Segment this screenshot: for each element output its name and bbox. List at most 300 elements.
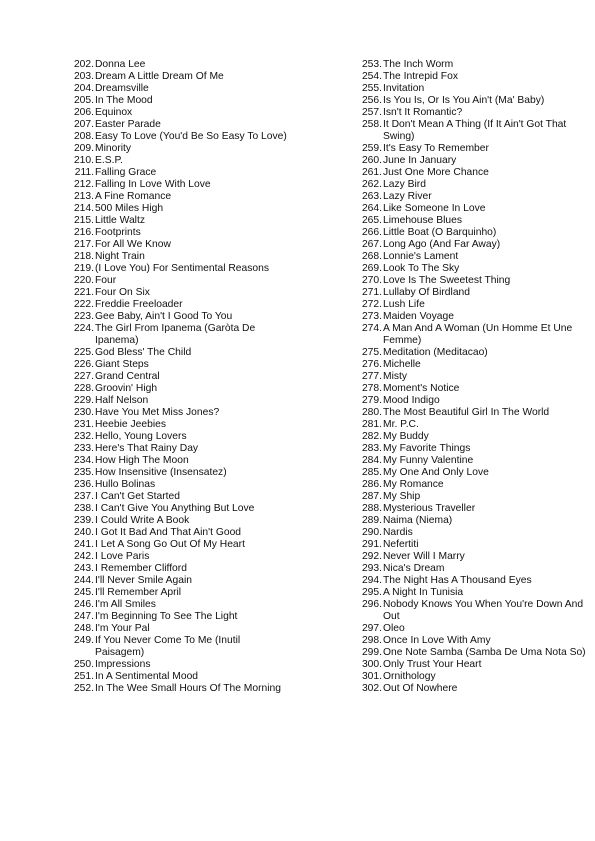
list-item bbox=[354, 371, 589, 383]
item-number: 272. bbox=[361, 299, 382, 310]
item-number: 274. bbox=[361, 323, 382, 334]
item-number: 269. bbox=[361, 263, 382, 274]
song-title: I Let A Song Go Out Of My Heart bbox=[95, 539, 245, 550]
item-number: 286. bbox=[361, 479, 382, 490]
item-number: 279. bbox=[361, 395, 382, 406]
list-item bbox=[354, 491, 589, 503]
item-number: 240. bbox=[73, 527, 94, 538]
list-item bbox=[354, 155, 589, 167]
list-item bbox=[354, 467, 589, 479]
song-title: The Girl From Ipanema (Garòta De Ipanema) bbox=[95, 323, 256, 346]
song-title: A Man And A Woman (Un Homme Et Une Femme) bbox=[383, 323, 573, 346]
list-item bbox=[354, 455, 589, 467]
song-title: Never Will I Marry bbox=[383, 551, 465, 562]
item-number: 214. bbox=[73, 203, 94, 214]
song-title: It's Easy To Remember bbox=[383, 143, 489, 154]
song-title: I Can't Get Started bbox=[95, 491, 180, 502]
list-item bbox=[66, 131, 288, 143]
item-number: 288. bbox=[361, 503, 382, 514]
list-item bbox=[66, 455, 288, 467]
list-item bbox=[66, 191, 288, 203]
item-number: 284. bbox=[361, 455, 382, 466]
item-number: 294. bbox=[361, 575, 382, 586]
list-item bbox=[354, 167, 589, 179]
list-item bbox=[354, 59, 589, 71]
song-title: Nardis bbox=[383, 527, 413, 538]
song-title: Freddie Freeloader bbox=[95, 299, 183, 310]
list-item bbox=[66, 251, 288, 263]
song-title: Look To The Sky bbox=[383, 263, 460, 274]
item-number: 271. bbox=[361, 287, 382, 298]
list-item bbox=[354, 587, 589, 599]
item-number: 233. bbox=[73, 443, 94, 454]
item-number: 206. bbox=[73, 107, 94, 118]
list-item bbox=[66, 227, 288, 239]
item-number: 229. bbox=[73, 395, 94, 406]
item-number: 231. bbox=[73, 419, 94, 430]
list-item bbox=[66, 599, 288, 611]
item-number: 283. bbox=[361, 443, 382, 454]
item-number: 224. bbox=[73, 323, 94, 334]
item-number: 239. bbox=[73, 515, 94, 526]
song-title: The Inch Worm bbox=[383, 59, 454, 70]
item-number: 296. bbox=[361, 599, 382, 610]
item-number: 236. bbox=[73, 479, 94, 490]
item-number: 247. bbox=[73, 611, 94, 622]
list-item bbox=[354, 323, 589, 347]
list-item bbox=[354, 551, 589, 563]
item-number: 225. bbox=[73, 347, 94, 358]
song-title: Hello, Young Lovers bbox=[95, 431, 187, 442]
list-item bbox=[354, 107, 589, 119]
item-number: 295. bbox=[361, 587, 382, 598]
list-item bbox=[66, 311, 288, 323]
item-number: 252. bbox=[73, 683, 94, 694]
song-title: I'm Your Pal bbox=[95, 623, 150, 634]
item-number: 290. bbox=[361, 527, 382, 538]
song-title: The Night Has A Thousand Eyes bbox=[383, 575, 532, 586]
song-title: Limehouse Blues bbox=[383, 215, 462, 226]
song-title: (I Love You) For Sentimental Reasons bbox=[95, 263, 270, 274]
list-item bbox=[66, 575, 288, 587]
list-item bbox=[66, 527, 288, 539]
item-number: 256. bbox=[361, 95, 382, 106]
list-item bbox=[354, 179, 589, 191]
item-number: 202. bbox=[73, 59, 94, 70]
list-item bbox=[66, 95, 288, 107]
list-item bbox=[66, 479, 288, 491]
list-item bbox=[354, 563, 589, 575]
list-item bbox=[66, 119, 288, 131]
list-item bbox=[66, 443, 288, 455]
item-number: 210. bbox=[73, 155, 94, 166]
song-title: Michelle bbox=[383, 359, 421, 370]
song-title: Lonnie's Lament bbox=[383, 251, 459, 262]
list-item bbox=[354, 515, 589, 527]
song-title: Groovin' High bbox=[95, 383, 158, 394]
song-title: 500 Miles High bbox=[95, 203, 164, 214]
item-number: 234. bbox=[73, 455, 94, 466]
item-number: 243. bbox=[73, 563, 94, 574]
song-title: Nobody Knows You When You're Down And Out bbox=[383, 599, 584, 622]
item-number: 287. bbox=[361, 491, 382, 502]
song-title: Falling Grace bbox=[95, 167, 157, 178]
item-number: 291. bbox=[361, 539, 382, 550]
list-item bbox=[66, 467, 288, 479]
song-title: Dreamsville bbox=[95, 83, 149, 94]
list-item bbox=[354, 539, 589, 551]
item-number: 254. bbox=[361, 71, 382, 82]
item-number: 228. bbox=[73, 383, 94, 394]
song-title: Four On Six bbox=[95, 287, 150, 298]
song-title: Moment's Notice bbox=[383, 383, 460, 394]
list-item bbox=[66, 143, 288, 155]
list-item bbox=[354, 659, 589, 671]
song-title: Four bbox=[95, 275, 117, 286]
song-title: Easy To Love (You'd Be So Easy To Love) bbox=[95, 131, 287, 142]
song-title: Heebie Jeebies bbox=[95, 419, 166, 430]
song-title: Mood Indigo bbox=[383, 395, 440, 406]
list-item bbox=[66, 167, 288, 179]
item-number: 217. bbox=[73, 239, 94, 250]
list-item bbox=[66, 491, 288, 503]
list-item bbox=[354, 443, 589, 455]
song-title: How High The Moon bbox=[95, 455, 189, 466]
list-item bbox=[354, 191, 589, 203]
list-item bbox=[354, 143, 589, 155]
song-title: God Bless' The Child bbox=[95, 347, 192, 358]
list-item bbox=[66, 551, 288, 563]
item-number: 302. bbox=[361, 683, 382, 694]
item-number: 216. bbox=[73, 227, 94, 238]
list-item bbox=[354, 215, 589, 227]
item-number: 246. bbox=[73, 599, 94, 610]
list-item bbox=[354, 359, 589, 371]
song-title: I Can't Give You Anything But Love bbox=[95, 503, 255, 514]
song-title: I Love Paris bbox=[95, 551, 150, 562]
item-number: 257. bbox=[361, 107, 382, 118]
item-number: 227. bbox=[73, 371, 94, 382]
list-item bbox=[66, 515, 288, 527]
item-number: 211. bbox=[74, 167, 94, 178]
item-number: 265. bbox=[361, 215, 382, 226]
list-item bbox=[354, 623, 589, 635]
list-item bbox=[354, 83, 589, 95]
list-item bbox=[354, 431, 589, 443]
item-number: 212. bbox=[73, 179, 94, 190]
song-title: My Funny Valentine bbox=[383, 455, 474, 466]
list-item bbox=[354, 671, 589, 683]
song-title: Meditation (Meditacao) bbox=[383, 347, 488, 358]
item-number: 208. bbox=[73, 131, 94, 142]
item-number: 213. bbox=[73, 191, 94, 202]
list-item bbox=[354, 203, 589, 215]
song-title: I Remember Clifford bbox=[95, 563, 187, 574]
item-number: 226. bbox=[73, 359, 94, 370]
item-number: 203. bbox=[73, 71, 94, 82]
song-title: My Buddy bbox=[383, 431, 429, 442]
item-number: 276. bbox=[361, 359, 382, 370]
list-item bbox=[354, 119, 589, 143]
item-number: 292. bbox=[361, 551, 382, 562]
song-title: A Fine Romance bbox=[95, 191, 172, 202]
list-item bbox=[354, 95, 589, 107]
song-title: Grand Central bbox=[95, 371, 160, 382]
list-item bbox=[66, 563, 288, 575]
list-item bbox=[66, 683, 288, 695]
list-item bbox=[66, 431, 288, 443]
list-item bbox=[354, 287, 589, 299]
song-title: Easter Parade bbox=[95, 119, 161, 130]
item-number: 204. bbox=[73, 83, 94, 94]
item-number: 263. bbox=[361, 191, 382, 202]
list-item bbox=[66, 203, 288, 215]
item-number: 261. bbox=[361, 167, 382, 178]
song-title: Out Of Nowhere bbox=[383, 683, 458, 694]
song-title: June In January bbox=[383, 155, 457, 166]
song-title: Isn't It Romantic? bbox=[383, 107, 463, 118]
item-number: 255. bbox=[361, 83, 382, 94]
list-item bbox=[66, 659, 288, 671]
item-number: 277. bbox=[361, 371, 382, 382]
item-number: 268. bbox=[361, 251, 382, 262]
item-number: 207. bbox=[73, 119, 94, 130]
list-item bbox=[66, 395, 288, 407]
item-number: 251. bbox=[73, 671, 94, 682]
item-number: 222. bbox=[73, 299, 94, 310]
item-number: 258. bbox=[361, 119, 382, 130]
song-title: Gee Baby, Ain't I Good To You bbox=[95, 311, 233, 322]
list-item bbox=[354, 575, 589, 587]
item-number: 237. bbox=[73, 491, 94, 502]
item-number: 250. bbox=[73, 659, 94, 670]
item-number: 301. bbox=[361, 671, 382, 682]
list-item bbox=[66, 59, 288, 71]
list-item bbox=[66, 299, 288, 311]
song-title: I'm All Smiles bbox=[95, 599, 156, 610]
list-item bbox=[66, 635, 288, 659]
list-item bbox=[66, 503, 288, 515]
song-title: Night Train bbox=[95, 251, 145, 262]
song-title: Hullo Bolinas bbox=[95, 479, 156, 490]
song-title: Once In Love With Amy bbox=[383, 635, 491, 646]
item-number: 297. bbox=[361, 623, 382, 634]
song-title: Footprints bbox=[95, 227, 141, 238]
song-title: My Favorite Things bbox=[383, 443, 471, 454]
item-number: 260. bbox=[361, 155, 382, 166]
list-item bbox=[354, 239, 589, 251]
list-item bbox=[66, 383, 288, 395]
item-number: 300. bbox=[361, 659, 382, 670]
item-number: 244. bbox=[73, 575, 94, 586]
list-item bbox=[66, 347, 288, 359]
song-title: The Most Beautiful Girl In The World bbox=[383, 407, 550, 418]
list-item bbox=[354, 407, 589, 419]
list-item bbox=[66, 263, 288, 275]
song-title: Mysterious Traveller bbox=[383, 503, 476, 514]
item-number: 289. bbox=[361, 515, 382, 526]
list-item bbox=[354, 347, 589, 359]
song-title: Oleo bbox=[383, 623, 405, 634]
song-title: Nica's Dream bbox=[383, 563, 445, 574]
song-title: If You Never Come To Me (Inutil Paisagem) bbox=[95, 635, 241, 658]
right-column bbox=[354, 59, 589, 695]
list-item bbox=[66, 275, 288, 287]
list-item bbox=[354, 683, 589, 695]
list-item bbox=[66, 671, 288, 683]
list-item bbox=[354, 479, 589, 491]
item-number: 249. bbox=[73, 635, 94, 646]
list-item bbox=[66, 107, 288, 119]
item-number: 293. bbox=[361, 563, 382, 574]
song-title: I Could Write A Book bbox=[95, 515, 190, 526]
song-title: Love Is The Sweetest Thing bbox=[383, 275, 511, 286]
list-item bbox=[354, 71, 589, 83]
song-title: Impressions bbox=[95, 659, 151, 670]
item-number: 232. bbox=[73, 431, 94, 442]
item-number: 238. bbox=[73, 503, 94, 514]
song-title: Little Waltz bbox=[95, 215, 145, 226]
list-item bbox=[354, 383, 589, 395]
item-number: 221. bbox=[73, 287, 94, 298]
item-number: 245. bbox=[73, 587, 94, 598]
song-title: Lazy Bird bbox=[383, 179, 426, 190]
song-title: I Got It Bad And That Ain't Good bbox=[95, 527, 242, 538]
song-title: Lush Life bbox=[383, 299, 425, 310]
song-title: Ornithology bbox=[383, 671, 436, 682]
item-number: 259. bbox=[361, 143, 382, 154]
item-number: 299. bbox=[361, 647, 382, 658]
list-item bbox=[66, 359, 288, 371]
list-item bbox=[354, 227, 589, 239]
song-list-right bbox=[354, 59, 589, 695]
song-title: Mr. P.C. bbox=[383, 419, 419, 430]
item-number: 264. bbox=[361, 203, 382, 214]
song-title: E.S.P. bbox=[95, 155, 123, 166]
song-title: In A Sentimental Mood bbox=[95, 671, 199, 682]
song-title: Long Ago (And Far Away) bbox=[383, 239, 501, 250]
song-title: Invitation bbox=[383, 83, 425, 94]
item-number: 298. bbox=[361, 635, 382, 646]
item-number: 209. bbox=[73, 143, 94, 154]
song-title: Only Trust Your Heart bbox=[383, 659, 482, 670]
list-item bbox=[66, 323, 288, 347]
list-item bbox=[66, 71, 288, 83]
item-number: 205. bbox=[73, 95, 94, 106]
item-number: 241. bbox=[73, 539, 94, 550]
list-item bbox=[354, 419, 589, 431]
item-number: 278. bbox=[361, 383, 382, 394]
song-title: Dream A Little Dream Of Me bbox=[95, 71, 224, 82]
list-item bbox=[354, 635, 589, 647]
item-number: 219. bbox=[73, 263, 94, 274]
item-number: 218. bbox=[73, 251, 94, 262]
list-item bbox=[66, 287, 288, 299]
song-title: Just One More Chance bbox=[383, 167, 489, 178]
list-item bbox=[66, 83, 288, 95]
song-title: In The Mood bbox=[95, 95, 153, 106]
song-title: One Note Samba (Samba De Uma Nota So) bbox=[383, 647, 586, 658]
left-column bbox=[66, 59, 288, 695]
song-title: Equinox bbox=[95, 107, 133, 118]
item-number: 285. bbox=[361, 467, 382, 478]
list-item bbox=[354, 311, 589, 323]
song-title: Is You Is, Or Is You Ain't (Ma' Baby) bbox=[383, 95, 545, 106]
song-title: Half Nelson bbox=[95, 395, 149, 406]
item-number: 262. bbox=[361, 179, 382, 190]
list-item bbox=[66, 623, 288, 635]
song-title: Naima (Niema) bbox=[383, 515, 453, 526]
item-number: 282. bbox=[361, 431, 382, 442]
item-number: 275. bbox=[361, 347, 382, 358]
song-title: Lazy River bbox=[383, 191, 432, 202]
item-number: 248. bbox=[73, 623, 94, 634]
song-title: In The Wee Small Hours Of The Morning bbox=[95, 683, 281, 694]
item-number: 281. bbox=[361, 419, 382, 430]
list-item bbox=[66, 371, 288, 383]
item-number: 242. bbox=[73, 551, 94, 562]
song-title: It Don't Mean A Thing (If It Ain't Got That Swing) bbox=[383, 119, 567, 142]
song-title: Falling In Love With Love bbox=[95, 179, 211, 190]
song-title: Like Someone In Love bbox=[383, 203, 486, 214]
item-number: 230. bbox=[73, 407, 94, 418]
song-title: For All We Know bbox=[95, 239, 171, 250]
item-number: 253. bbox=[361, 59, 382, 70]
song-title: Here's That Rainy Day bbox=[95, 443, 199, 454]
song-title: My Ship bbox=[383, 491, 421, 502]
list-item bbox=[354, 527, 589, 539]
song-title: How Insensitive (Insensatez) bbox=[95, 467, 227, 478]
song-title: Have You Met Miss Jones? bbox=[95, 407, 220, 418]
list-item bbox=[66, 239, 288, 251]
list-item bbox=[354, 599, 589, 623]
list-item bbox=[66, 215, 288, 227]
song-list-left bbox=[66, 59, 288, 695]
list-item bbox=[354, 275, 589, 287]
list-item bbox=[66, 587, 288, 599]
song-title: Maiden Voyage bbox=[383, 311, 454, 322]
song-title: I'll Remember April bbox=[95, 587, 182, 598]
list-item bbox=[66, 419, 288, 431]
list-item bbox=[354, 251, 589, 263]
list-item bbox=[66, 407, 288, 419]
song-title: A Night In Tunisia bbox=[383, 587, 464, 598]
item-number: 220. bbox=[73, 275, 94, 286]
list-item bbox=[354, 395, 589, 407]
song-title: Misty bbox=[383, 371, 408, 382]
song-title: The Intrepid Fox bbox=[383, 71, 458, 82]
item-number: 215. bbox=[73, 215, 94, 226]
list-item bbox=[66, 539, 288, 551]
list-item bbox=[66, 179, 288, 191]
item-number: 266. bbox=[361, 227, 382, 238]
item-number: 223. bbox=[73, 311, 94, 322]
list-item bbox=[354, 647, 589, 659]
song-title: I'll Never Smile Again bbox=[95, 575, 192, 586]
song-title: Donna Lee bbox=[95, 59, 146, 70]
list-item bbox=[66, 155, 288, 167]
item-number: 270. bbox=[361, 275, 382, 286]
song-title: Giant Steps bbox=[95, 359, 149, 370]
song-title: Little Boat (O Barquinho) bbox=[383, 227, 497, 238]
list-item bbox=[66, 611, 288, 623]
song-title: My Romance bbox=[383, 479, 444, 490]
song-title: Nefertiti bbox=[383, 539, 419, 550]
item-number: 235. bbox=[73, 467, 94, 478]
song-title: Minority bbox=[95, 143, 132, 154]
song-title: I'm Beginning To See The Light bbox=[95, 611, 238, 622]
item-number: 267. bbox=[361, 239, 382, 250]
